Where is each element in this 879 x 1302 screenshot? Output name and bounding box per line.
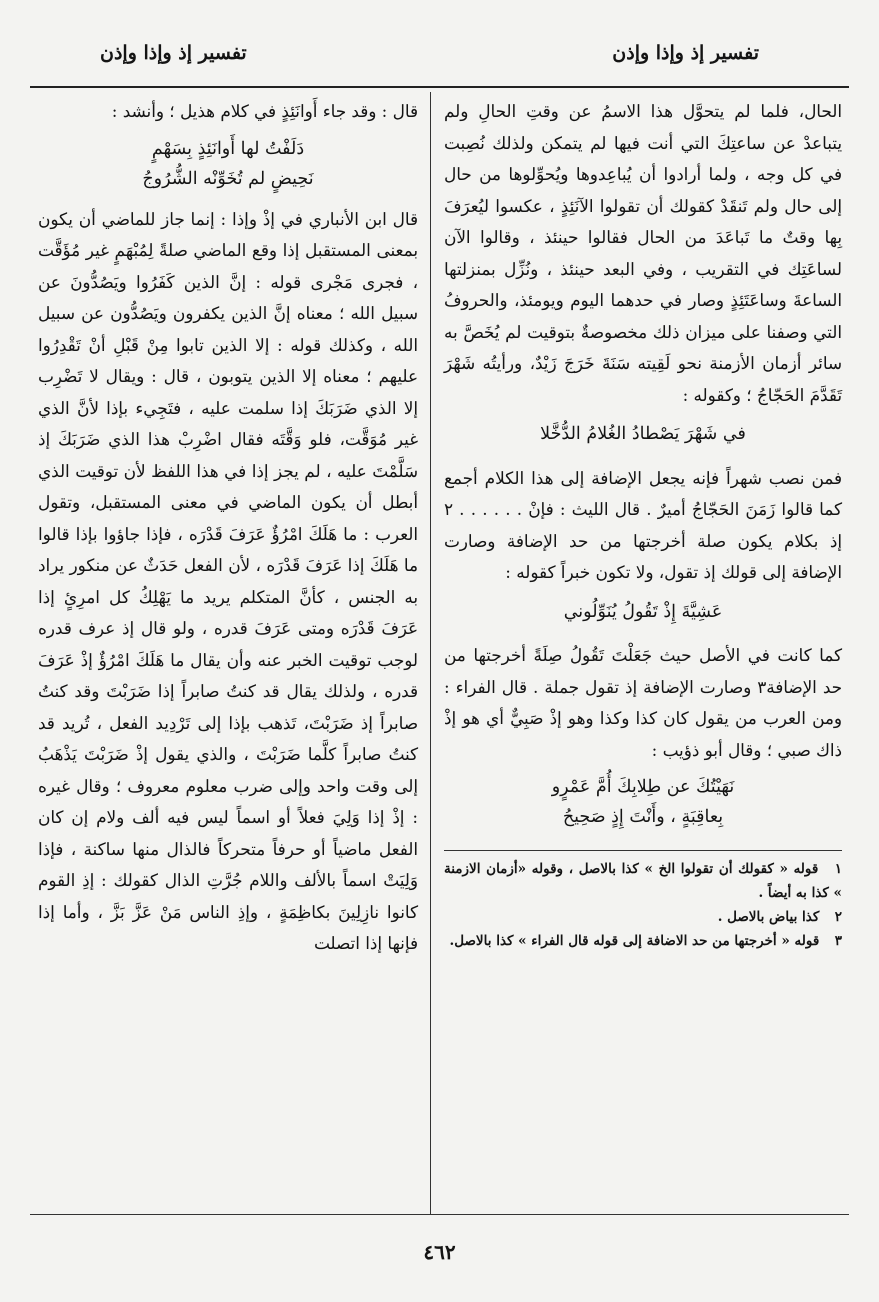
footnote-3 <box>444 929 842 953</box>
left-verse-1-line-2: نَحِيضٍ لم تُخَوِّنْه الشُّرُوجُ <box>142 168 314 189</box>
header-title-right: تفسير إذ وإذا وإذن <box>612 42 759 64</box>
footnote-2-text: كذا بياض بالاصل . <box>717 909 820 925</box>
right-column <box>444 96 842 953</box>
page-number: ٤٦٢ <box>423 1240 456 1264</box>
header-rule <box>30 86 849 88</box>
column-divider <box>430 92 431 1214</box>
footnote-1-number: ١ <box>834 861 842 877</box>
footnote-2-number: ٢ <box>834 909 842 925</box>
right-verse-3-line-2: بِعاقِبَةٍ ، وأَنْتَ إِذٍ صَحِيحُ <box>562 807 724 827</box>
right-verse-3 <box>444 772 842 832</box>
right-paragraph-2: فمن نصب شهراً فإنه يجعل الإضافة إلى هذا الكلام أجمع كما قالوا زَمَنَ الحَجّاجُ أميرٌ . قال الليث : فإنْ . . . . . . ٢ إذ بكلام يكون صلة أخرجتها من حد الإضافة وصارت الإضافة إلى قولك إذ تقول، ولا تكون خبراً كقوله : <box>444 467 842 582</box>
footnote-rule <box>444 850 842 851</box>
left-verse-1-line-1: دَلَفْتُ لها أَوانَئِذٍ بِسَهْمٍ <box>151 138 305 159</box>
footnote-3-number: ٣ <box>834 933 842 949</box>
right-verse-2: عَشِيَّةَ إِذْ تَقُولُ يُنَوِّلُوني <box>563 601 723 622</box>
left-verse-1 <box>38 134 418 194</box>
footer-rule <box>30 1214 849 1215</box>
right-paragraph-1: الحال، فلما لم يتحوَّل هذا الاسمُ عن وقتِ الحالِ ولم يتباعدْ عن ساعتِكَ التي أنت فيها لم يتمكن ولذلك نُصِبت في كل وجه ، ولما أرادوا أن يُباعِدوها ويُحوِّلوها من حال إلى حال ولم تَنقَدْ كقولك أن تقولوا الآنَئِذٍ ، عكسوا ليُعرَفَ بِها وقتٌ ما تَباعَدَ من الحال فقالوا حينئذ ، وقالوا الآن لساعَتِك في التقريب ، وفي البعد حينئذ ، ونُزِّل بمنزلتها الساعةَ وساعَتَئِذٍ وصار في حدهما اليوم ويومئذ، والحروفُ التي وصفنا على ميزان ذلك مخصوصةٌ بتوقيت لم يُخَصَّ به سائر أزمان الأزمنة نحو لَقِيته سَنَةَ خَرَجَ زَيْدٌ، ورأيتُه شَهْرَ تَقَدَّمَ الحَجّاجُ ؛ وكقوله : <box>444 101 842 405</box>
left-column <box>38 96 418 960</box>
footnote-3-text: قوله « أخرجتها من حد الاضافة إلى قوله قال الفراء » كذا بالاصل. <box>449 933 820 949</box>
footnote-2 <box>444 905 842 929</box>
left-paragraph-1: قال : وقد جاء أَوانَئِذٍ في كلام هذيل ؛ وأنشد : <box>111 101 418 121</box>
footnote-1 <box>444 857 842 905</box>
footnotes <box>444 857 842 953</box>
right-paragraph-3: كما كانت في الأصل حيث جَعَلْتَ تَقُولُ صِلَةً أخرجتها من حد الإضافة٣ وصارت الإضافة إذ تقول جملة . قال الفراء : ومن العرب من يقول كان كذا وكذا وهو إذْ صَبِيٌّ أي هو إذْ ذاك صبي ؛ وقال أبو ذؤيب : <box>444 645 843 760</box>
left-paragraph-2: قال ابن الأنباري في إذْ وإذا : إنما جاز للماضي أن يكون بمعنى المستقبل إذا وقع الماضي صلةً لِمُبْهَمٍ غير مُؤَقَّت ، فجرى مَجْرى قوله : إنَّ الذين كَفَرُوا ويَصُدُّونَ عن سبيل الله ؛ معناه إنَّ الذين يكفرون ويَصُدُّون عن سبيل الله ، وكذلك قوله : إلا الذين تابوا مِنْ قَبْلِ أنْ تَقْدِرُوا عليهم ؛ معناه إلا الذين يتوبون ، قال : ويقال لا تَضْرِب إلا الذي ضَرَبَكَ إذا سلمت عليه ، فتَجِيء بإذا لأنَّ الذي غير مُوَقَّت، فلو وَقَّتَه فقال اضْرِبْ هذا الذي ضَرَبَكَ إذ سَلَّمْتَ عليه ، لم يجز إذا في هذا اللفظ لأن توقيت الذي أبطل أن يكون الماضي في معنى المستقبل، وتقول العرب : ما هَلَكَ امْرُؤٌ عَرَفَ قَدْرَه ، فإذا جاؤوا بإذا قالوا ما هَلَكَ إذا عَرَفَ قَدْرَه ، لأن الفعل حَدَثٌ عن منكور يراد به الجنس ، كأنَّ المتكلم يريد ما يَهْلِكُ كل امرِئٍ إذا عَرَفَ قَدْرَه ومتى عَرَفَ قدره ، ولو قال إذ عرف قدره لوجب توقيت الخبر عنه وأن يقال ما هَلَكَ امْرُؤٌ إذْ عَرَفَ قدره ، ولذلك يقال قد كنتُ صابراً إذا ضَرَبْتَ وقد كنتُ صابراً إذ ضَرَبْتَ، تَذهب بإذا إلى تَرْدِيد الفعل ، تُريد قد كنتُ صابراً كلَّما ضَرَبْتَ ، والذي يقول إذْ ضَرَبْتَ يَذْهَبُ إلى وقت واحد وإلى ضرب معلوم معروف ؛ وقال غيره : إذْ إذا وَلِيَ فعلاً أو اسماً ليس فيه ألف ولام إن كان الفعل ماضياً أو حرفاً متحركاً فالذال منها ساكنة ، فإذا وَلِيَتْ اسماً بالألف واللام جُرَّتِ الذال كقولك : إذِ القوم كانوا نازِلِينَ بكاظِمَةٍ ، وإذِ الناس مَنْ عَزَّ بَزَّ ، وأما إذا فإنها إذا اتصلت <box>38 208 418 953</box>
header-title-left: تفسير إذ وإذا وإذن <box>100 42 247 64</box>
right-verse-3-line-1: نَهَيْتُكَ عن طِلابِكَ أُمَّ عَمْرٍو <box>551 777 735 797</box>
running-header <box>40 42 839 76</box>
footnote-1-text: قوله « كقولك أن تقولوا الخ » كذا بالاصل ، وقوله «أزمان الازمنة » كذا به أيضاً . <box>444 861 842 901</box>
right-verse-1: في شَهْرَ يَصْطادُ الغُلامُ الدُّخَّلا <box>540 424 746 444</box>
